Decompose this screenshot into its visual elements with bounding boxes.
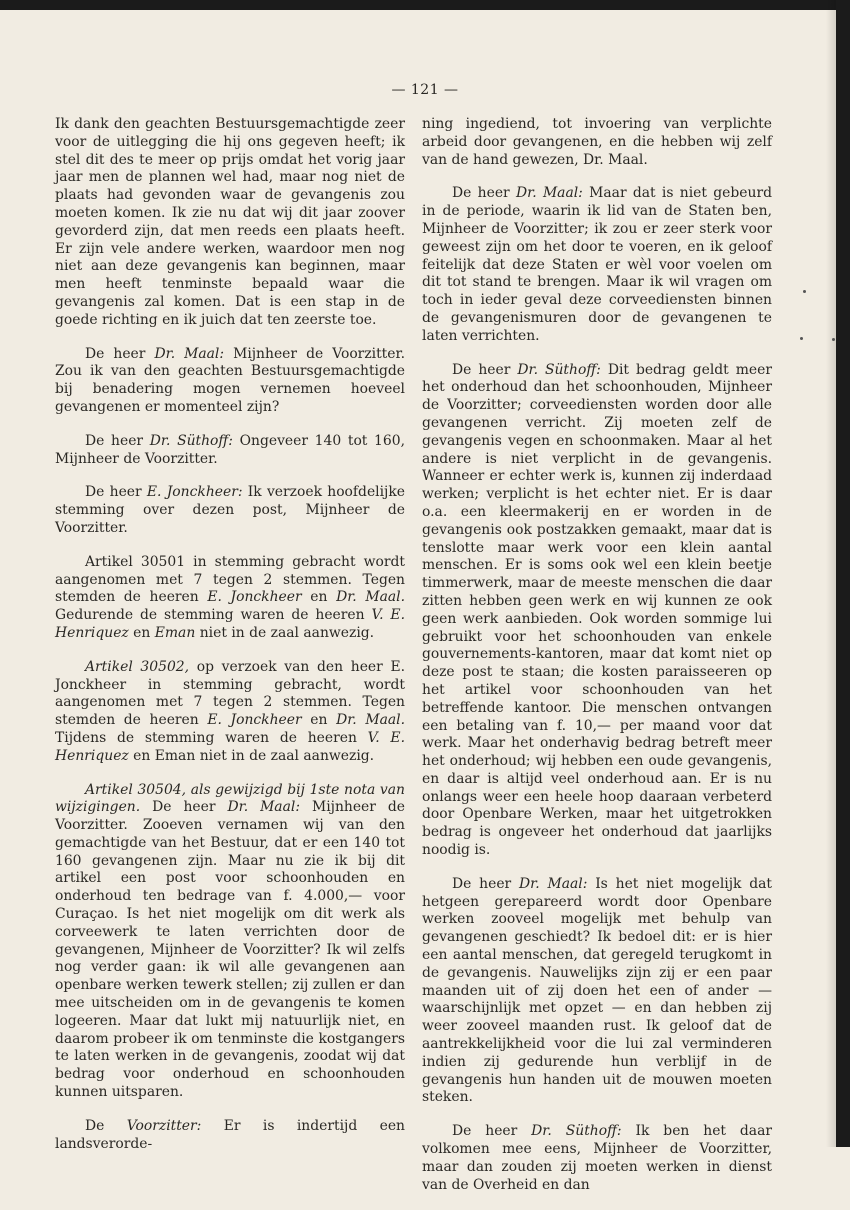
scan-speck xyxy=(800,337,803,340)
paragraph: Artikel 30502, op verzoek van den heer E. Jonckheer in stemming gebracht, wordt aangenomen met 7 tegen 2 stemmen. Tegen stemden de heeren E. Jonckheer en Dr. Maal. Tijdens de stemming waren de heeren V. E. Henriquez en Eman niet in de zaal aanwezig. xyxy=(55,658,405,764)
paragraph: ning ingediend, tot invoering van verplichte arbeid door gevangenen, en die hebben wij zelf van de hand gewezen, Dr. Maal. xyxy=(422,116,772,168)
article-heading: Artikel 30502, xyxy=(85,658,190,675)
speaker-name: Dr. Maal: xyxy=(519,875,588,892)
paragraph: De heer Dr. Maal: Is het niet mogelijk dat hetgeen gerepareerd wordt door Openbare werken zooveel mogelijk met behulp van gevangenen geschiedt? Ik bedoel dit: er is hier een aantal menschen, dat geregeld terugkomt in de gevangenis. Nauwelijks zijn zij er een paar maanden uit of zij doen het een of ander — waarschijnlijk met opzet — en dan hebben zij weer zooveel maanden rust. Ik geloof dat de aantrekkelijkheid voor die lui zal verminderen indien zij gedurende hun verblijf in de gevangenis hun handen uit de mouwen moeten steken. xyxy=(422,875,772,1106)
paragraph: De heer Dr. Maal: Maar dat is niet gebeurd in de periode, waarin ik lid van de Staten ben, Mijnheer de Voorzitter; ik zou er zeer sterk voor geweest zijn om het door te voeren, en ik geloof feitelijk dat deze Staten er wèl voor voelen om dit tot stand te brengen. Maar ik wil vragen om toch in ieder geval deze corveediensten binnen de gevangenismuren door de gevangenen te laten verrichten. xyxy=(422,185,772,344)
scan-speck xyxy=(803,290,806,293)
speaker-name: Dr. Süthoff: xyxy=(531,1123,622,1140)
paragraph: De Voorzitter: Er is indertijd een landsverorde- xyxy=(55,1117,405,1152)
left-column xyxy=(55,116,405,1169)
paragraph: Ik dank den geachten Bestuursgemachtigde zeer voor de uitlegging die hij ons gegeven heeft; ik stel dit des te meer op prijs omdat het vorig jaar jaar men de plannen wel had, maar nog niet de plaats had gevonden waar de gevangenis zou moeten komen. Ik zie nu dat wij dit jaar zoover gevorderd zijn, dat men reeds een plaats heeft. Er zijn vele andere werken, waardoor men nog niet aan deze gevangenis kan beginnen, maar men heeft tenminste bepaald waar die gevangenis zal komen. Dat is een stap in de goede richting en ik juich dat ten zeerste toe. xyxy=(55,116,405,328)
paragraph: De heer Dr. Süthoff: Ik ben het daar volkomen mee eens, Mijnheer de Voorzitter, maar dan zouden zij moeten werken in dienst van de Overheid en dan xyxy=(422,1123,772,1193)
page-number: — 121 — xyxy=(391,82,459,98)
paragraph: De heer E. Jonckheer: Ik verzoek hoofdelijke stemming over dezen post, Mijnheer de Voorzitter. xyxy=(55,484,406,536)
paragraph: Artikel 30501 in stemming gebracht wordt aangenomen met 7 tegen 2 stemmen. Tegen stemden de heeren E. Jonckheer en Dr. Maal. Gedurende de stemming waren de heeren V. E. Henriquez en Eman niet in de zaal aanwezig. xyxy=(55,553,405,641)
speaker-name: Dr. Maal: xyxy=(515,185,583,202)
speaker-name: Dr. Maal: xyxy=(154,345,225,362)
paragraph: De heer Dr. Süthoff: Ongeveer 140 tot 160, Mijnheer de Voorzitter. xyxy=(55,432,405,467)
scan-speck xyxy=(832,338,835,341)
right-column xyxy=(422,116,772,1210)
scan-edge-shadow xyxy=(826,0,836,1147)
speaker-name: Voorzitter: xyxy=(126,1117,202,1134)
article-heading: Artikel 30504, als gewijzigd bij 1ste nota van wijzigingen. xyxy=(55,781,405,816)
paragraph: Artikel 30504, als gewijzigd bij 1ste nota van wijzigingen. De heer Dr. Maal: Mijnheer de Voorzitter. Zooeven vernamen wij van den gemachtigde van het Bestuur, dat er een 140 tot 160 gevangenen zijn. Maar nu zie ik bij dit artikel een post voor schoonhouden en onderhoud ten bedrage van f. 4.000,— voor Curaçao. Is het niet mogelijk om dit werk als corveewerk te laten verrichten door de gevangenen, Mijnheer de Voorzitter? Ik wil zelfs nog verder gaan: ik wil alle gevangenen aan openbare werken tewerk stellen; zij zullen er dan mee uitscheiden om in de gevangenis te komen logeeren. Maar dat lukt mij natuurlijk niet, en daarom probeer ik om tenminste die kostgangers te laten werken in de gevangenis, zoodat wij dat bedrag voor onderhoud en schoonhouden kunnen uitsparen. xyxy=(55,781,405,1101)
paragraph: De heer Dr. Süthoff: Dit bedrag geldt meer het onderhoud dan het schoonhouden, Mijnheer de Voorzitter; corveediensten worden door alle gevangenen verricht. Zij moeten zelf de gevangenis vegen en schoonmaken. Maar al het andere is niet verplicht in de gevangenis. Wanneer er echter werk is, kunnen zij inderdaad werken; verplicht is het echter niet. Er is daar o.a. een kleermakerij en er worden in de gevangenis ook postzakken gemaakt, maar dat is tenslotte maar werk voor een klein aantal menschen. Er is soms ook wel een klein beetje timmerwerk, maar de meeste menschen die daar zitten hebben geen werk en wij kunnen ze ook geen werk aanbieden. Ook worden sommige lui gebruikt voor het schoonhouden van enkele gouvernements-kantoren, maar dat komt niet op deze post te staan; die kosten paraisseeren op het artikel voor schoonhouden van het betreffende kantoor. Die menschen ontvangen een betaling van f. 10,— per maand voor dat werk. Maar het onderhavig bedrag betreft meer het onderhoud; wij hebben een oude gevangenis, en daar is altijd veel onderhoud aan. Er is nu onlangs weer een heele hoop daaraan verbeterd door Openbare Werken, maar het uitgetrokken bedrag is ongeveer het onderhoud dat jaarlijks noodig is. xyxy=(422,361,772,859)
scan-top-edge xyxy=(0,0,850,10)
speaker-name: Dr. Süthoff: xyxy=(517,361,601,378)
speaker-name: Dr. Süthoff: xyxy=(149,432,233,449)
scan-right-edge xyxy=(836,0,850,1147)
speaker-name: E. Jonckheer: xyxy=(146,484,243,501)
paragraph: De heer Dr. Maal: Mijnheer de Voorzitter. Zou ik van den geachten Bestuursgemachtigde bij benadering mogen vernemen hoeveel gevangenen er momenteel zijn? xyxy=(55,345,405,415)
